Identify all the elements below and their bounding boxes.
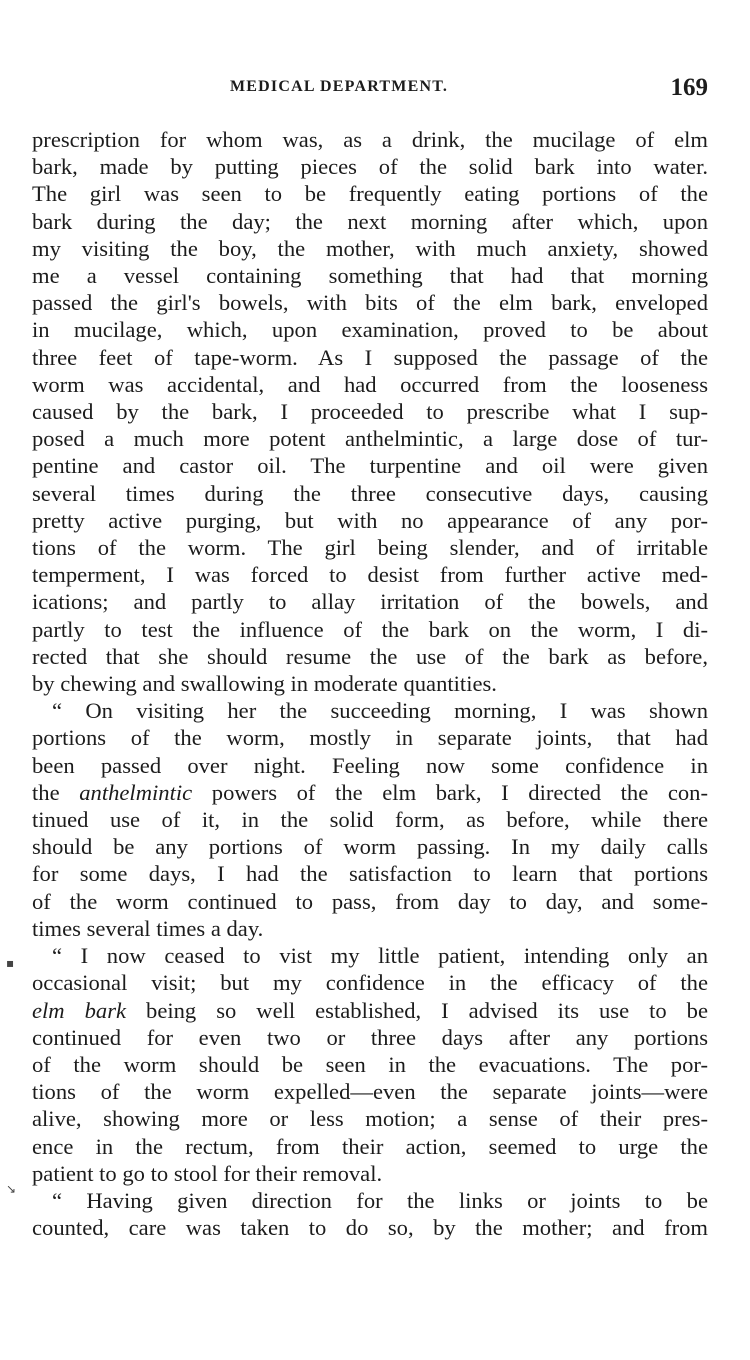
text-line: occasional visit; but my confidence in the efficacy of the — [32, 970, 708, 996]
italic-term: elm bark — [32, 997, 127, 1023]
text-line: “ Having given direction for the links or joints to be — [52, 1187, 708, 1213]
margin-speck: ▪ — [6, 956, 15, 970]
text-line: continued for even two or three days after any portions — [32, 1024, 708, 1050]
margin-speck: ↘ — [6, 1182, 17, 1196]
text-line-with-italic — [32, 779, 708, 806]
text-line: bark, made by putting pieces of the solid bark into water. — [32, 154, 708, 180]
text-line: ications; and partly to allay irritation of the bowels, and — [32, 589, 708, 615]
text-line: of the worm should be seen in the evacuations. The por- — [32, 1051, 708, 1077]
text-line: tions of the worm expelled—even the separate joints—were — [32, 1079, 708, 1105]
text-line: my visiting the boy, the mother, with much anxiety, showed — [32, 235, 708, 261]
text-line: times several times a day. — [32, 915, 264, 941]
text-line: tinued use of it, in the solid form, as before, while there — [32, 807, 708, 833]
text-line: pretty active purging, but with no appearance of any por- — [32, 507, 708, 533]
text-line: “ I now ceased to vist my little patient, intending only an — [52, 943, 708, 969]
text-line: in mucilage, which, upon examination, proved to be about — [32, 317, 708, 343]
text-line: should be any portions of worm passing. In my daily calls — [32, 834, 708, 860]
text-line: several times during the three consecutive days, causing — [32, 480, 708, 506]
text-line: counted, care was taken to do so, by the mother; and from — [32, 1215, 708, 1241]
text-line: posed a much more potent anthelmintic, a large dose of tur- — [32, 426, 708, 452]
text-line-with-italic — [32, 997, 708, 1024]
text-line: temperment, I was forced to desist from further active med- — [32, 562, 708, 588]
text-fragment: powers of the elm bark, I directed the con- — [211, 779, 708, 805]
text-line: for some days, I had the satisfaction to learn that portions — [32, 861, 708, 887]
text-line: ence in the rectum, from their action, seemed to urge the — [32, 1133, 708, 1159]
page-header — [32, 74, 708, 102]
text-line: three feet of tape-worm. As I supposed the passage of the — [32, 344, 708, 370]
text-line: bark during the day; the next morning after which, upon — [32, 208, 708, 234]
text-line: partly to test the influence of the bark on the worm, I di- — [32, 616, 708, 642]
text-line: been passed over night. Feeling now some confidence in — [32, 752, 708, 778]
text-line: me a vessel containing something that had that morning — [32, 263, 708, 289]
text-line: caused by the bark, I proceeded to prescribe what I sup- — [32, 399, 708, 425]
text-fragment: the — [32, 779, 60, 805]
text-line: prescription for whom was, as a drink, the mucilage of elm — [32, 127, 708, 152]
text-line: of the worm continued to pass, from day to day, and some- — [32, 888, 708, 914]
text-line: passed the girl's bowels, with bits of the elm bark, enveloped — [32, 290, 708, 316]
text-line: rected that she should resume the use of the bark as before, — [32, 643, 708, 669]
text-line: patient to go to stool for their removal. — [32, 1160, 383, 1186]
text-line: portions of the worm, mostly in separate joints, that had — [32, 725, 708, 751]
text-line: The girl was seen to be frequently eating portions of the — [32, 181, 708, 207]
text-line: worm was accidental, and had occurred from the looseness — [32, 371, 708, 397]
italic-term: anthelmintic — [79, 779, 193, 805]
text-line: “ On visiting her the succeeding morning, I was shown — [52, 698, 708, 724]
text-line: by chewing and swallowing in moderate quantities. — [32, 671, 497, 697]
body-text — [32, 126, 708, 1241]
text-fragment: being so well established, I advised its use to be — [146, 997, 708, 1023]
text-line: alive, showing more or less motion; a sense of their pres- — [32, 1106, 708, 1132]
text-line: pentine and castor oil. The turpentine and oil were given — [32, 453, 708, 479]
running-head: MEDICAL DEPARTMENT. — [230, 78, 449, 95]
page-number: 169 — [670, 74, 708, 101]
text-line: tions of the worm. The girl being slender, and of irritable — [32, 535, 708, 561]
